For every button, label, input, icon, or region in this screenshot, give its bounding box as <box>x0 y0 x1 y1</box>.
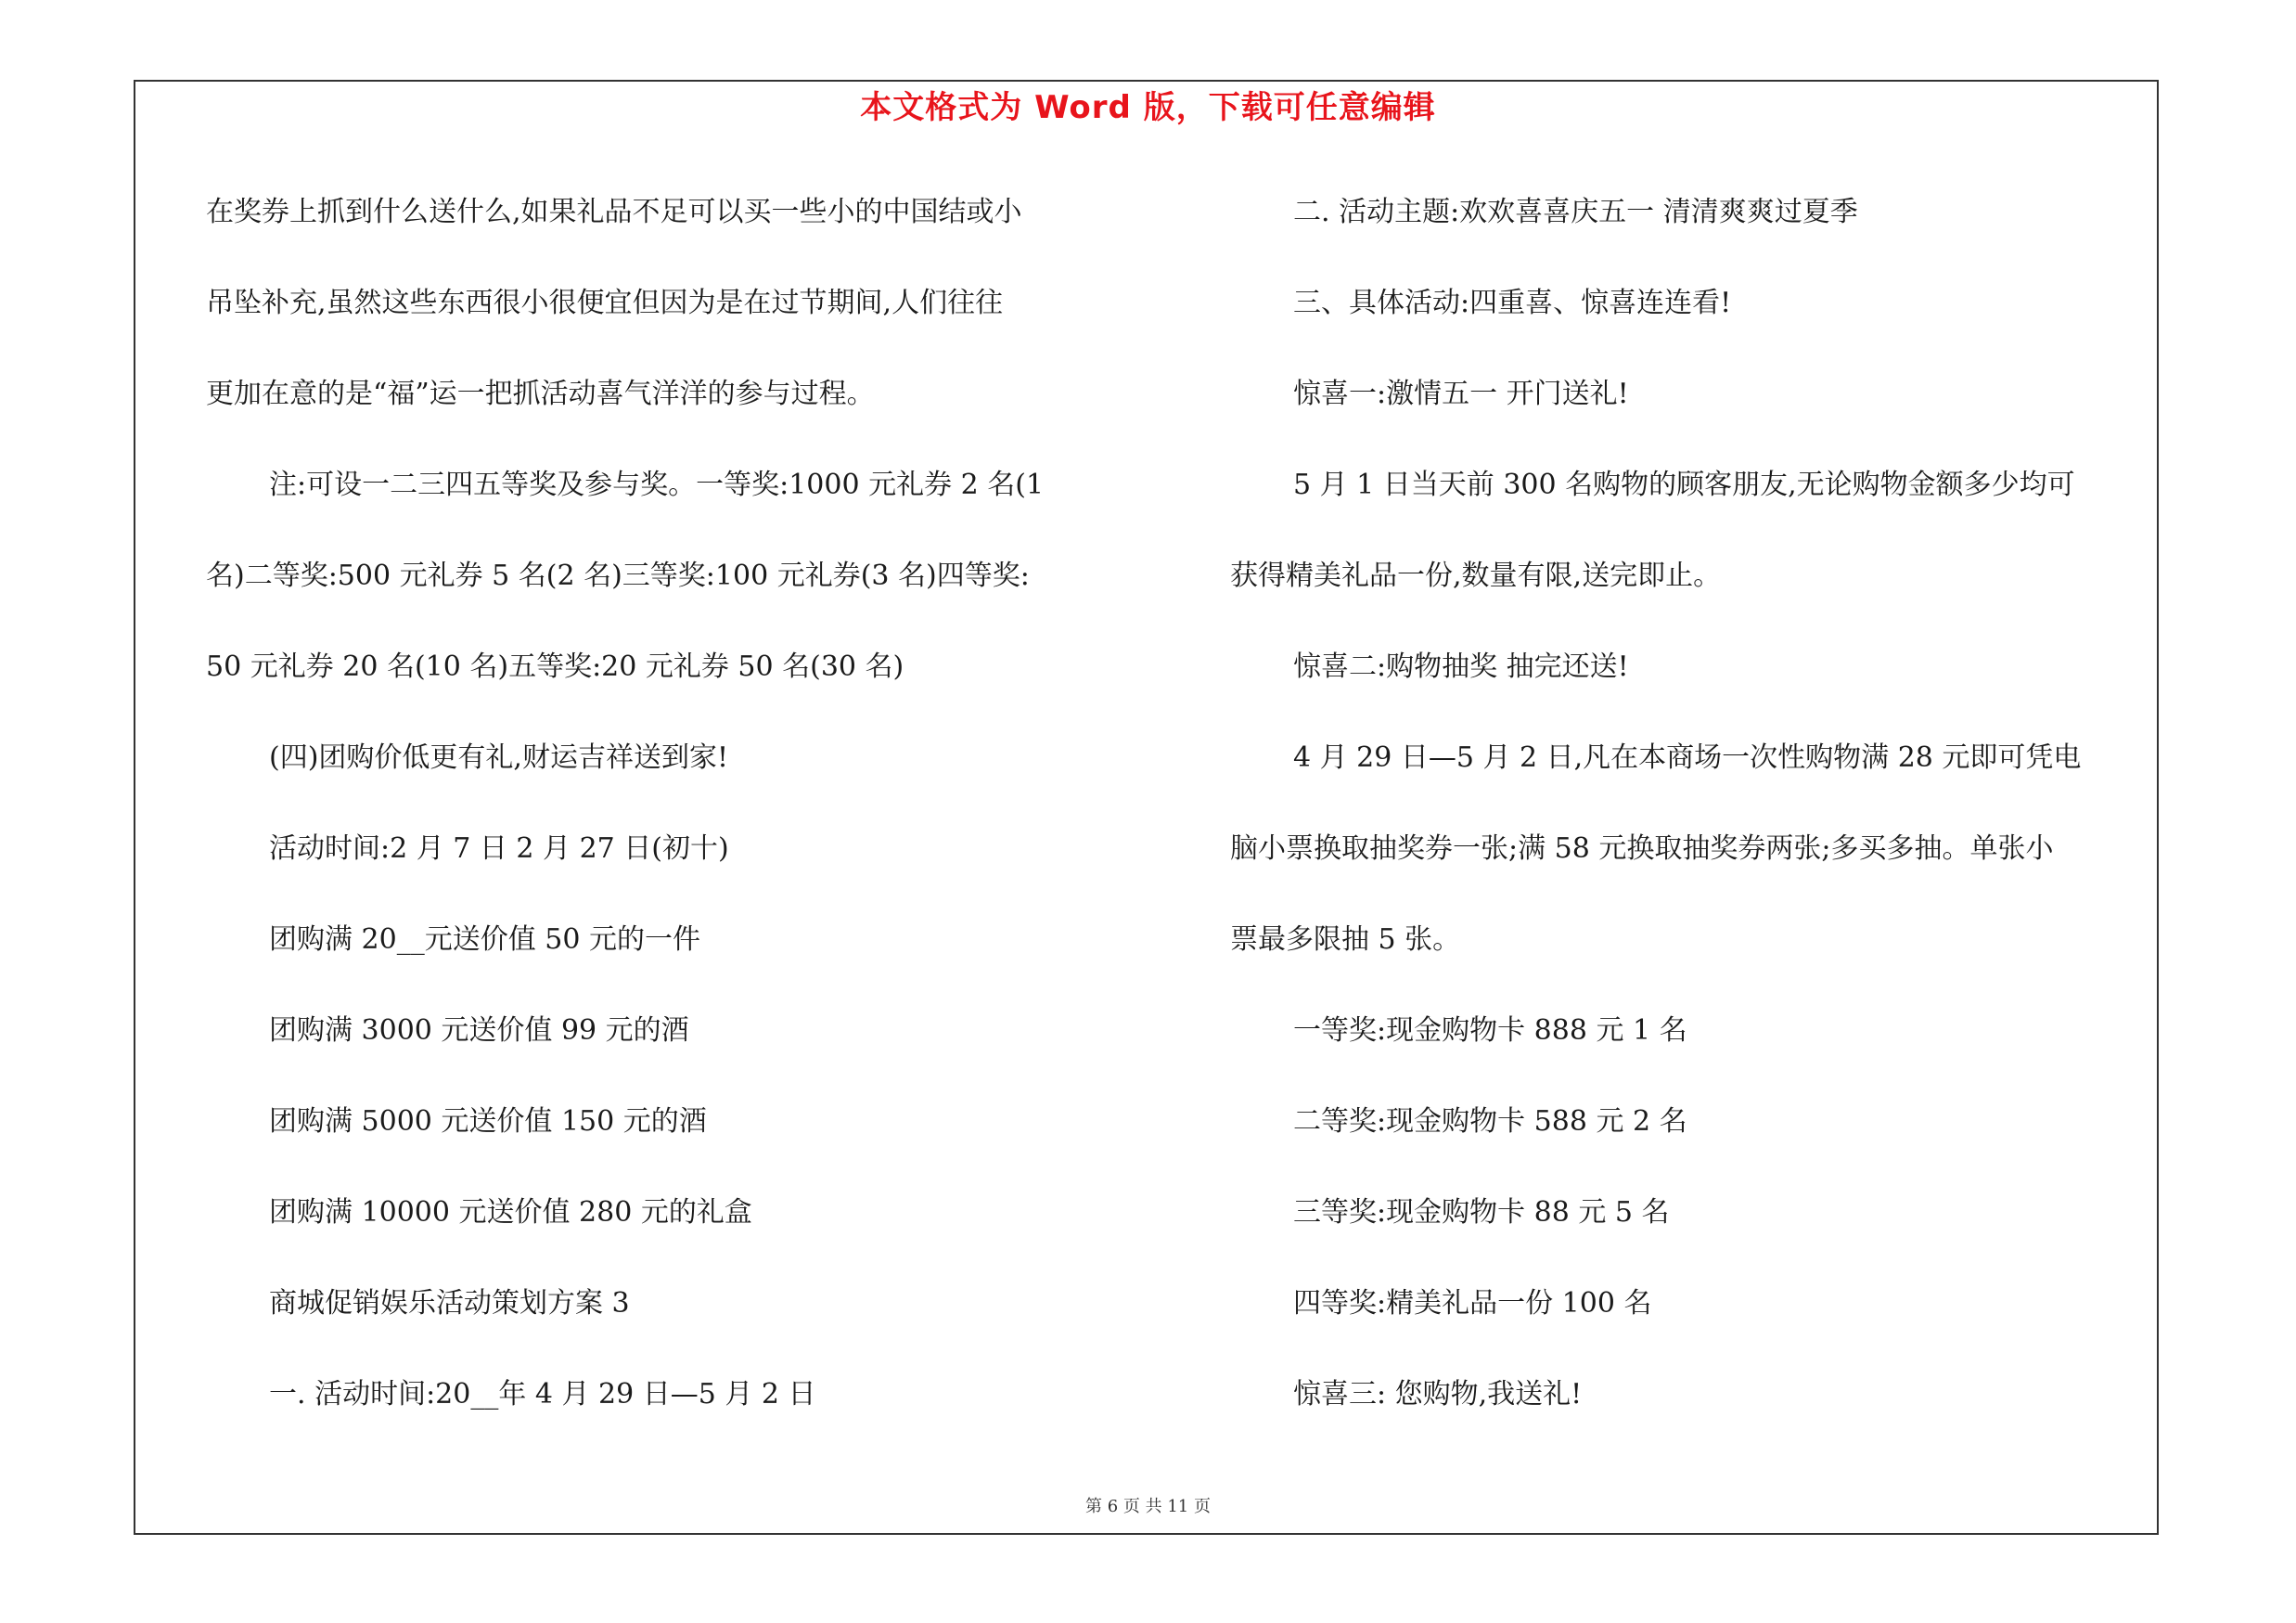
text-line: 三等奖:现金购物卡 88 元 5 名 <box>1293 1196 1670 1229</box>
right-column <box>1230 186 2165 1459</box>
text-line: 获得精美礼品一份,数量有限,送完即止。 <box>1230 560 1722 592</box>
text-line: 脑小票换取抽奖券一张;满 58 元换取抽奖券两张;多买多抽。单张小 <box>1230 832 2054 865</box>
text-line: 票最多限抽 5 张。 <box>1230 923 1461 956</box>
text-line: 四等奖:精美礼品一份 100 名 <box>1293 1287 1652 1320</box>
text-line: 团购满 10000 元送价值 280 元的礼盒 <box>269 1196 752 1229</box>
text-line: 吊坠补充,虽然这些东西很小很便宜但因为是在过节期间,人们往往 <box>206 287 1004 319</box>
text-line: 三、具体活动:四重喜、惊喜连连看! <box>1293 287 1732 319</box>
left-column <box>206 186 1143 1459</box>
text-line: 4 月 29 日—5 月 2 日,凡在本商场一次性购物满 28 元即可凭电 <box>1293 741 2082 774</box>
text-line: 团购满 20__元送价值 50 元的一件 <box>269 923 700 956</box>
text-line: 在奖券上抓到什么送什么,如果礼品不足可以买一些小的中国结或小 <box>206 196 1022 228</box>
text-line: 团购满 3000 元送价值 99 元的酒 <box>269 1014 689 1047</box>
text-line: (四)团购价低更有礼,财运吉祥送到家! <box>269 741 728 774</box>
text-line: 50 元礼券 20 名(10 名)五等奖:20 元礼券 50 名(30 名) <box>206 650 904 683</box>
text-line: 一. 活动时间:20__年 4 月 29 日—5 月 2 日 <box>269 1378 816 1410</box>
text-line: 惊喜一:激情五一 开门送礼! <box>1293 378 1629 410</box>
text-line: 惊喜三: 您购物,我送礼! <box>1293 1378 1583 1410</box>
text-line: 团购满 5000 元送价值 150 元的酒 <box>269 1105 707 1138</box>
text-line: 5 月 1 日当天前 300 名购物的顾客朋友,无论购物金额多少均可 <box>1293 469 2075 501</box>
text-line: 惊喜二:购物抽奖 抽完还送! <box>1293 650 1629 683</box>
text-line: 商城促销娱乐活动策划方案 3 <box>269 1287 630 1320</box>
format-banner: 本文格式为 Word 版，下载可任意编辑 <box>860 89 1436 126</box>
text-line: 名)二等奖:500 元礼券 5 名(2 名)三等奖:100 元礼券(3 名)四等奖: <box>206 560 1030 592</box>
text-line: 一等奖:现金购物卡 888 元 1 名 <box>1293 1014 1687 1047</box>
text-line: 活动时间:2 月 7 日 2 月 27 日(初十) <box>269 832 729 865</box>
text-line: 二等奖:现金购物卡 588 元 2 名 <box>1293 1105 1687 1138</box>
text-line: 二. 活动主题:欢欢喜喜庆五一 清清爽爽过夏季 <box>1293 196 1858 228</box>
text-line: 更加在意的是“福”运一把抓活动喜气洋洋的参与过程。 <box>206 378 875 410</box>
text-line: 注:可设一二三四五等奖及参与奖。一等奖:1000 元礼券 2 名(1 <box>269 469 1045 501</box>
page-number-footer: 第 6 页 共 11 页 <box>1085 1497 1211 1516</box>
